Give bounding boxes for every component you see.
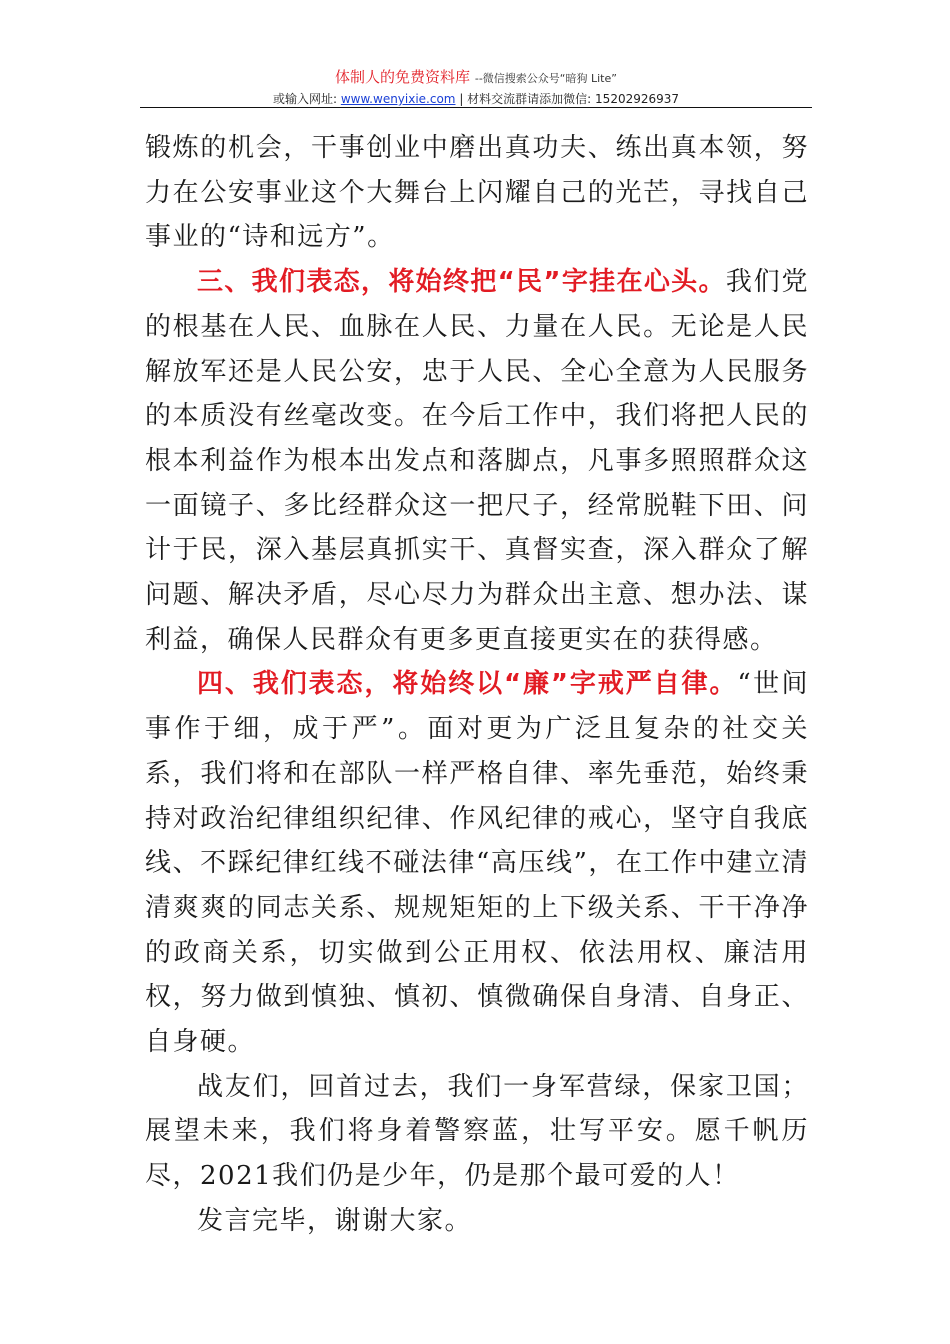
header-title-line [140, 66, 812, 90]
header-contact-line [140, 90, 812, 108]
paragraph-thanks: 发言完毕，谢谢大家。 [197, 1205, 473, 1236]
header-url-link[interactable]: www.wenyixie.com [340, 92, 456, 106]
paragraph-closing: 战友们，回首过去，我们一身军营绿，保家卫国；展望未来，我们将身着警察蓝，壮写平安。愿千帆历尽，2021我们仍是少年，仍是那个最可爱的人！ [145, 1071, 809, 1192]
section-heading-people: 三、我们表态，将始终把“民”字挂在心头。 [197, 267, 726, 298]
paragraph-integrity [145, 662, 809, 1064]
header-divider [140, 107, 812, 108]
paragraph-integrity-body: “世间事作于细，成于严”。面对更为广泛且复杂的社交关系，我们将和在部队一样严格自律、率先垂范，始终秉持对政治纪律组织纪律、作风纪律的戒心，坚守自我底线、不踩纪律红线不碰法律“高压线”，在工作中建立清清爽爽的同志关系、规规矩矩的上下级关系、干干净净的政商关系，切实做到公正用权、依法用权、廉洁用权，努力做到慎独、慎初、慎微确保自身清、自身正、自身硬。 [145, 669, 809, 1058]
header-contact: | 材料交流群请添加微信: 15202926937 [459, 92, 680, 106]
page-header [140, 66, 812, 108]
header-url-prefix: 或输入网址: [272, 92, 338, 106]
header-subtitle: --微信搜索公众号“暗狗 Lite” [474, 72, 617, 85]
header-brand: 体制人的免费资料库 [335, 68, 471, 86]
paragraph-continuation: 锻炼的机会，干事创业中磨出真功夫、练出真本领，努力在公安事业这个大舞台上闪耀自己的光芒，寻找自己事业的“诗和远方”。 [145, 133, 809, 253]
document-body [145, 126, 809, 1244]
section-heading-integrity: 四、我们表态，将始终以“廉”字戒严自律。 [197, 669, 738, 700]
paragraph-people-body: 我们党的根基在人民、血脉在人民、力量在人民。无论是人民解放军还是人民公安，忠于人民、全心全意为人民服务的本质没有丝毫改变。在今后工作中，我们将把人民的根本利益作为根本出发点和落脚点，凡事多照照群众这一面镜子、多比经群众这一把尺子，经常脱鞋下田、问计于民，深入基层真抓实干、真督实查，深入群众了解问题、解决矛盾，尽心尽力为群众出主意、想办法、谋利益，确保人民群众有更多更直接更实在的获得感。 [145, 267, 809, 655]
paragraph-people [145, 260, 809, 662]
